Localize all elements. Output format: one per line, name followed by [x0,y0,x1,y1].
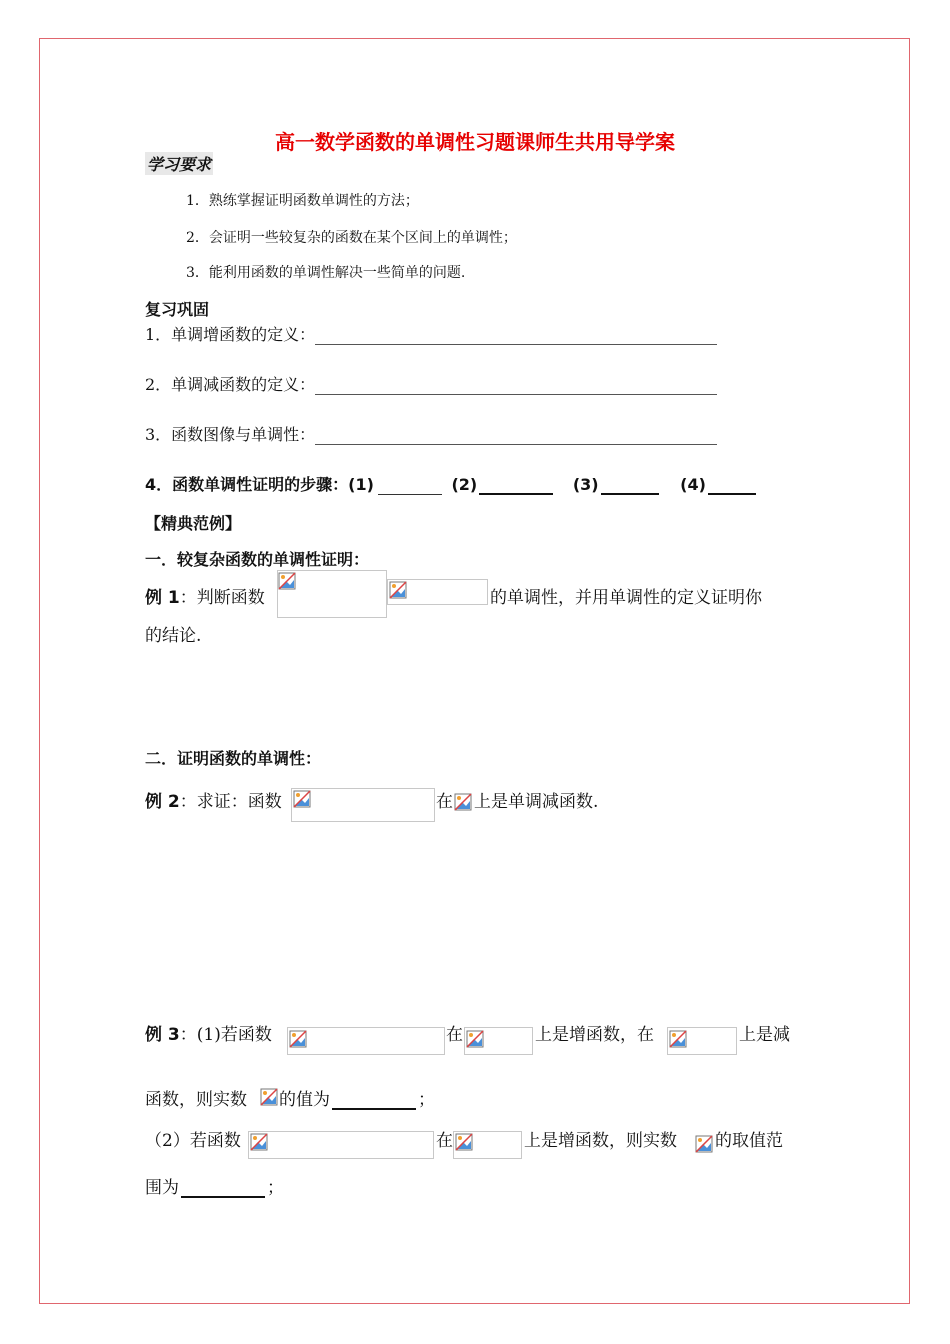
example-3-text-f: 的值为 [279,1090,330,1110]
page-title: 高一数学函数的单调性习题课师生共用导学案 [275,130,675,154]
example-3-line-2 [145,1085,247,1110]
step-1-blank[interactable] [378,478,442,495]
example-3-text-a: ：(1)若函数 [179,1025,272,1045]
answer-blank-3[interactable] [315,428,717,445]
requirement-item-3: 3．能利用函数的单调性解决一些简单的问题. [186,265,466,281]
review-item-1-label: 1．单调增函数的定义： [145,325,316,344]
example-3-answer-line [279,1085,435,1110]
broken-image-icon [293,790,311,808]
proof-steps-label: 4．函数单调性证明的步骤： [145,475,349,494]
formula-image [287,1027,445,1055]
review-item-3 [145,422,717,445]
example-3-label: 例 3 [145,1025,180,1045]
example-2-text-a: ：求证：函数 [179,792,282,812]
example-3-2-text-b: 在 [436,1131,453,1151]
example-3-2-text-f: ； [267,1178,284,1198]
section-1-heading: 一．较复杂函数的单调性证明： [145,550,370,569]
review-item-2 [145,372,717,395]
example-3-2-answer-line [145,1173,284,1198]
broken-image-icon [455,1133,473,1151]
example-1-line-1 [145,583,265,608]
broken-image-icon [389,581,407,599]
example-3-text-c: 上是增函数，在 [535,1025,654,1045]
example-1-text-c: 的结论. [145,626,202,646]
section-2-heading: 二．证明函数的单调性： [145,749,322,768]
broken-image-icon [289,1030,307,1048]
review-item-2-label: 2．单调减函数的定义： [145,375,316,394]
example-3-line-1 [145,1020,272,1045]
formula-image [248,1131,434,1159]
review-item-3-label: 3．函数图像与单调性： [145,425,316,444]
example-3-text-d: 上是减 [739,1025,790,1045]
example-3-text-g: ； [418,1090,435,1110]
step-2-label: (2) [451,475,478,494]
step-3-blank[interactable] [601,477,659,495]
step-3-label: (3) [572,475,599,494]
examples-heading: 【精典范例】 [145,514,242,533]
requirements-heading: 学习要求 [145,152,213,175]
example-3-2-text-e: 围为 [145,1178,179,1198]
answer-blank-2[interactable] [315,378,717,395]
broken-image-icon [466,1030,484,1048]
example-1-text-b: 的单调性，并用单调性的定义证明你 [490,588,762,608]
proof-steps [145,472,760,495]
broken-image-icon [454,793,472,811]
example-3-text-b: 在 [446,1025,463,1045]
example-3-2-text-d: 的取值范 [715,1131,783,1151]
broken-image-icon [260,1088,278,1106]
step-1-label: (1) [348,475,374,494]
example-3-text-e: 函数，则实数 [145,1090,247,1110]
example-2-label: 例 2 [145,792,180,812]
example-3-2-text-c: 上是增函数，则实数 [524,1131,677,1151]
example-2-text-b: 在 [436,792,453,812]
example-2-text-c: 上是单调减函数. [474,792,599,812]
step-4-label: (4) [680,475,706,494]
example-3-2-answer-blank[interactable] [181,1180,265,1198]
broken-image-icon [695,1135,713,1153]
broken-image-icon [669,1030,687,1048]
answer-blank-1[interactable] [315,328,717,345]
example-1-text-a: ：判断函数 [179,588,265,608]
example-2-line [145,787,282,812]
broken-image-icon [278,572,296,590]
example-3-2-text-a: （2）若函数 [145,1131,241,1151]
review-item-1 [145,322,717,345]
step-2-blank[interactable] [479,477,553,495]
broken-image-icon [250,1133,268,1151]
requirement-item-1: 1．熟练掌握证明函数单调性的方法； [186,193,419,209]
step-4-blank[interactable] [708,477,756,495]
example-3-answer-blank[interactable] [332,1092,416,1110]
review-heading: 复习巩固 [145,300,210,319]
example-1-label: 例 1 [145,588,180,608]
requirement-item-2: 2．会证明一些较复杂的函数在某个区间上的单调性； [186,230,517,246]
formula-image [291,788,435,822]
